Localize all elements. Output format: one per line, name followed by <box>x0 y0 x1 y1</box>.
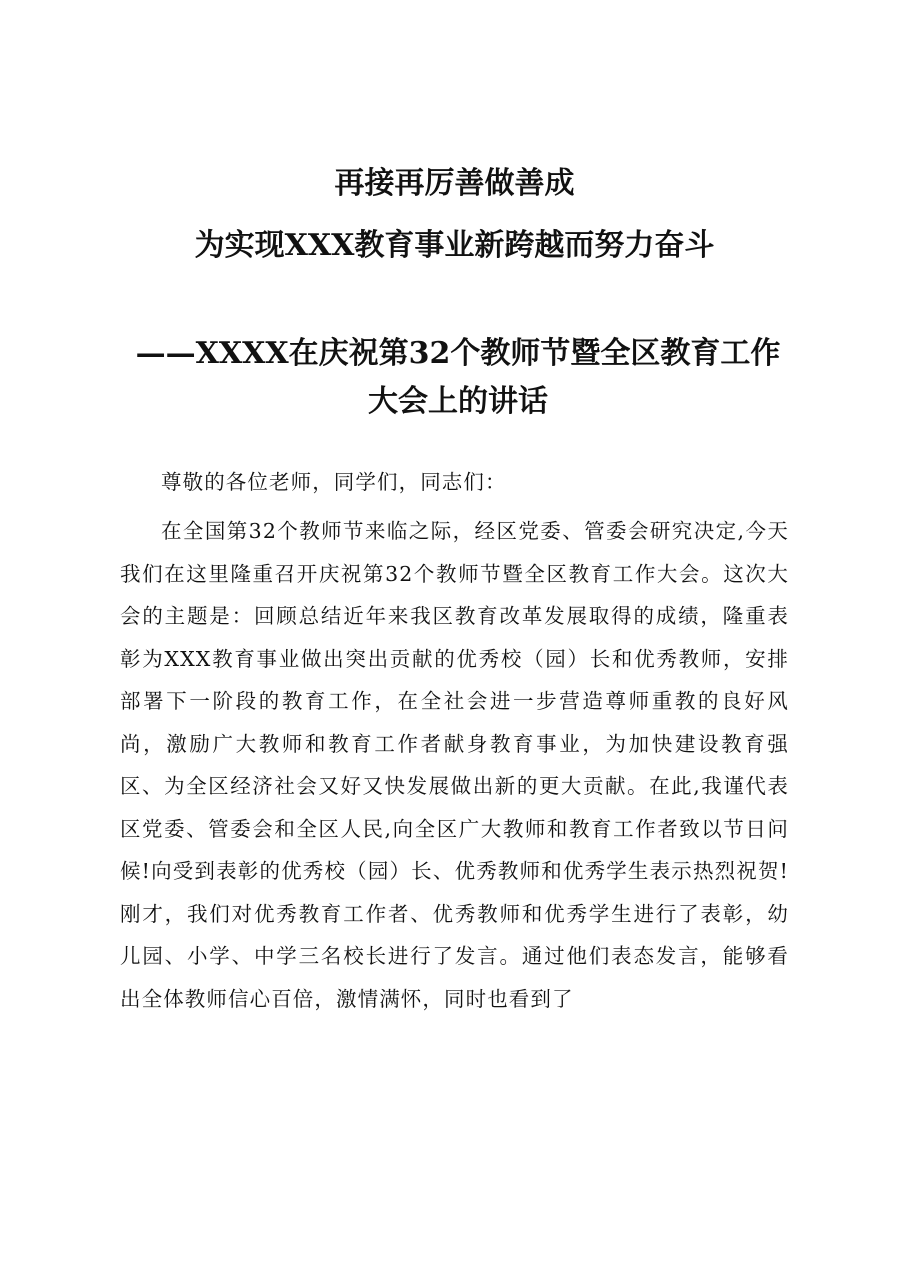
main-title: 再接再厉善做善成 <box>334 166 575 201</box>
speech-caption: ——XXXX在庆祝第32个教师节暨全区教育工作大会上的讲话 <box>135 336 781 419</box>
sub-title: 为实现XXX教育事业新跨越而努力奋斗 <box>194 228 715 263</box>
body-paragraph: 在全国第32个教师节来临之际，经区党委、管委会研究决定,今天我们在这里隆重召开庆祝第32个教师节暨全区教育工作大会。这次大会的主题是：回顾总结近年来我区教育改革发展取得的成绩，隆重表彰为XXX教育事业做出突出贡献的优秀校（园）长和优秀教师，安排部署下一阶段的教育工作，在全社会进一步营造尊师重教的良好风尚，激励广大教师和教育工作者献身教育事业，为加快建设教育强区、为全区经济社会又好又快发展做出新的更大贡献。在此,我谨代表区党委、管委会和全区人民,向全区广大教师和教育工作者致以节日问候!向受到表彰的优秀校（园）长、优秀教师和优秀学生表示热烈祝贺!刚才，我们对优秀教育工作者、优秀教师和优秀学生进行了表彰，幼儿园、小学、中学三名校长进行了发言。通过他们表态发言，能够看出全体教师信心百倍，激情满怀，同时也看到了 <box>120 519 789 1011</box>
greeting: 尊敬的各位老师，同学们，同志们： <box>161 470 507 494</box>
